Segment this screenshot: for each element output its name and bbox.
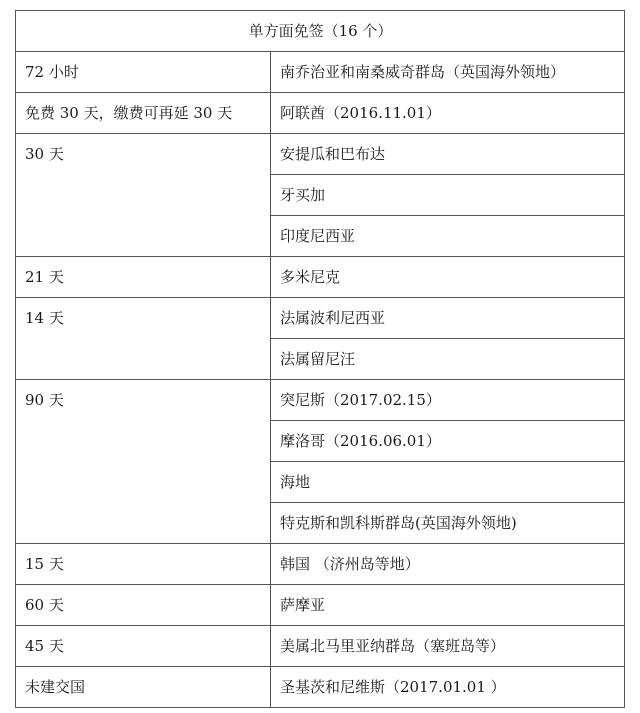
country-cell: 韩国 （济州岛等地） — [271, 544, 625, 585]
duration-cell: 21 天 — [16, 257, 271, 298]
country-cell: 法属波利尼西亚 — [271, 298, 625, 339]
country-cell: 阿联酋（2016.11.01） — [271, 93, 625, 134]
table-row — [16, 298, 625, 339]
duration-cell: 14 天 — [16, 298, 271, 380]
duration-cell: 30 天 — [16, 134, 271, 257]
table-title: 单方面免签（16 个） — [16, 11, 625, 52]
duration-cell: 免费 30 天，缴费可再延 30 天 — [16, 93, 271, 134]
visa-table-body — [16, 11, 625, 708]
country-cell: 突尼斯（2017.02.15） — [271, 380, 625, 421]
duration-cell: 60 天 — [16, 585, 271, 626]
table-row — [16, 93, 625, 134]
table-row — [16, 626, 625, 667]
table-row — [16, 134, 625, 175]
table-row — [16, 544, 625, 585]
country-cell: 南乔治亚和南桑威奇群岛（英国海外领地） — [271, 52, 625, 93]
duration-cell: 15 天 — [16, 544, 271, 585]
country-cell: 美属北马里亚纳群岛（塞班岛等） — [271, 626, 625, 667]
country-cell: 法属留尼汪 — [271, 339, 625, 380]
duration-cell: 90 天 — [16, 380, 271, 544]
country-cell: 摩洛哥（2016.06.01） — [271, 421, 625, 462]
table-title-row — [16, 11, 625, 52]
country-cell: 特克斯和凯科斯群岛(英国海外领地) — [271, 503, 625, 544]
duration-cell: 未建交国 — [16, 667, 271, 708]
country-cell: 牙买加 — [271, 175, 625, 216]
table-row — [16, 585, 625, 626]
duration-cell: 45 天 — [16, 626, 271, 667]
duration-cell: 72 小时 — [16, 52, 271, 93]
table-row — [16, 667, 625, 708]
visa-free-table — [15, 10, 625, 708]
country-cell: 多米尼克 — [271, 257, 625, 298]
table-row — [16, 52, 625, 93]
country-cell: 安提瓜和巴布达 — [271, 134, 625, 175]
table-row — [16, 257, 625, 298]
country-cell: 圣基茨和尼维斯（2017.01.01 ） — [271, 667, 625, 708]
country-cell: 印度尼西亚 — [271, 216, 625, 257]
country-cell: 萨摩亚 — [271, 585, 625, 626]
country-cell: 海地 — [271, 462, 625, 503]
table-row — [16, 380, 625, 421]
